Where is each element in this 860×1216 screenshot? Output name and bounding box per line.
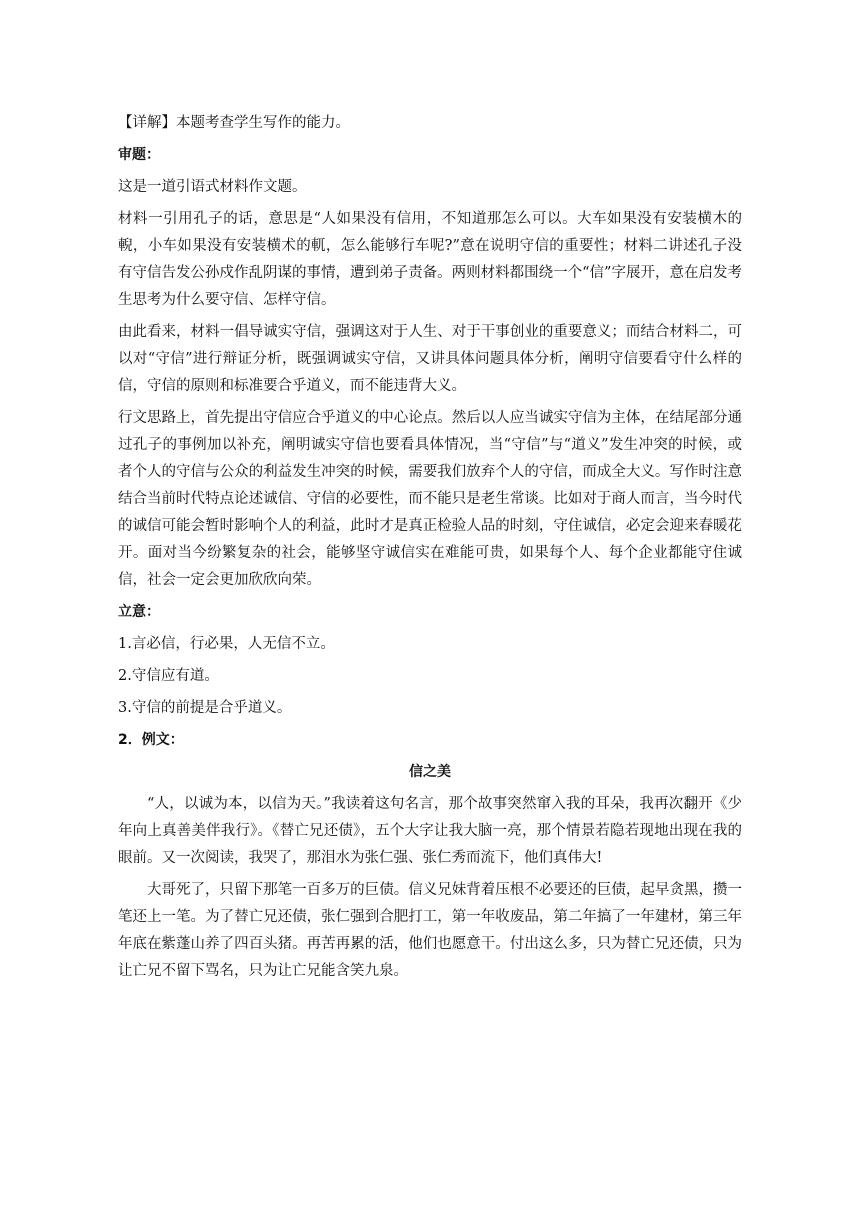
intent-item-3: 3.守信的前提是合乎道义。 (118, 700, 292, 716)
review-heading: 审题： (118, 147, 160, 163)
intent-heading: 立意： (118, 604, 160, 620)
detail-label: 【详解】 (118, 115, 176, 131)
intent-item-2: 2.守信应有道。 (118, 668, 219, 684)
essay-paragraph-1: “人，以诚为本，以信为天。”我读着这句名言，那个故事突然窜入我的耳朵，我再次翻开《少年向上真善美伴我行》。《替亡兄还债》，五个大字让我大脑一亮，那个情景若隐若现地出现在我的眼前。又一次阅读，我哭了，那泪水为张仁强、张仁秀而流下，他们真伟大! (118, 796, 742, 866)
document-page (118, 110, 742, 990)
essay-heading: 2．例文： (118, 732, 184, 748)
review-paragraph-2: 材料一引用孔子的话，意思是“人如果没有信用，不知道那怎么可以。大车如果没有安装横木的輗，小车如果没有安装横术的軏，怎么能够行车呢?”意在说明守信的重要性；材料二讲述孔子没有守信告发公孙戍作乱阴谋的事情，遭到弟子责备。两则材料都围绕一个“信”字展开，意在启发考生思考为什么要守信、怎样守信。 (118, 211, 742, 308)
intent-item-1: 1.言必信，行必果，人无信不立。 (118, 636, 335, 652)
review-paragraph-3: 由此看来，材料一倡导诚实守信，强调这对于人生、对于干事创业的重要意义；而结合材料二，可以对“守信”进行辩证分析，既强调诚实守信，又讲具体问题具体分析，阐明守信要看守什么样的信，守信的原则和标准要合乎道义，而不能违背大义。 (118, 324, 742, 394)
detail-text: 本题考查学生写作的能力。 (176, 115, 350, 131)
essay-paragraph-2: 大哥死了，只留下那笔一百多万的巨债。信义兄妹背着压根不必要还的巨债，起早贪黑，攒一笔还上一笔。为了替亡兄还债，张仁强到合肥打工，第一年收废品，第二年搞了一年建材，第三年年底在紫蓬山养了四百头猪。再苦再累的活，他们也愿意干。付出这么多，只为替亡兄还债，只为让亡兄不留下骂名，只为让亡兄能含笑九泉。 (118, 882, 742, 979)
review-paragraph-1: 这是一道引语式材料作文题。 (118, 179, 307, 195)
review-paragraph-4: 行文思路上，首先提出守信应合乎道义的中心论点。然后以人应当诚实守信为主体，在结尾部分通过孔子的事例加以补充，阐明诚实守信也要看具体情况，当“守信”与“道义”发生冲突的时候，或者个人的守信与公众的利益发生冲突的时候，需要我们放弃个人的守信，而成全大义。写作时注意结合当前时代特点论述诚信、守信的必要性，而不能只是老生常谈。比如对于商人而言，当今时代的诚信可能会暂时影响个人的利益，此时才是真正检验人品的时刻，守住诚信，必定会迎来春暖花开。面对当今纷繁复杂的社会，能够坚守诚信实在难能可贵，如果每个人、每个企业都能守住诚信，社会一定会更加欣欣向荣。 (118, 410, 742, 588)
detail-line (118, 110, 742, 137)
essay-title: 信之美 (409, 764, 451, 780)
